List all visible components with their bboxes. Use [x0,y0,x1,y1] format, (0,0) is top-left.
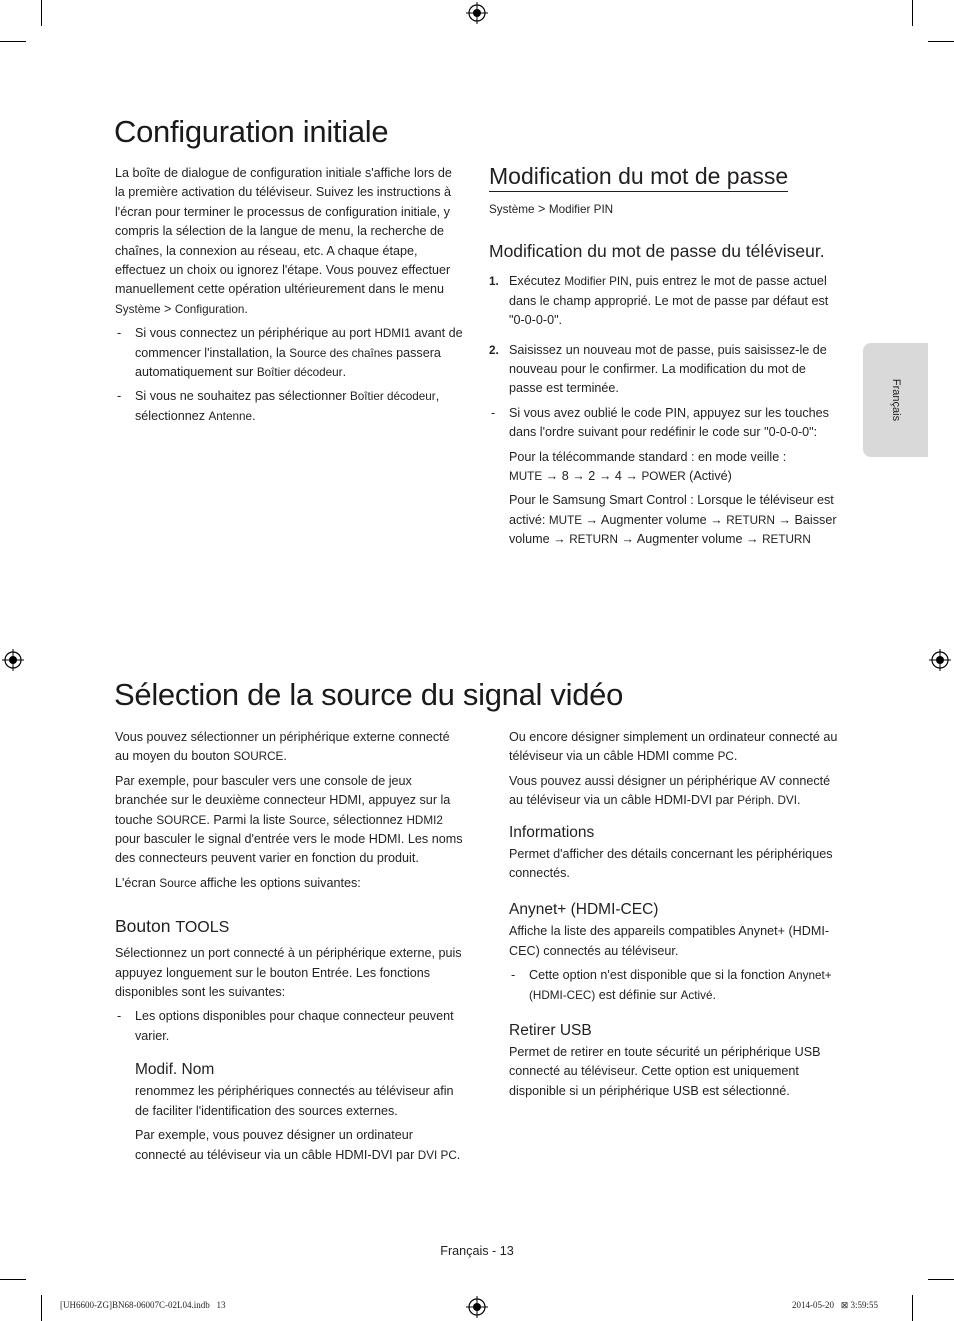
menu-path-systeme: Système [489,203,535,216]
note-text: sélectionnez [135,408,206,423]
print-slug-left: [UH6600-ZG]BN68-06007C-02L04.indb 13 [60,1300,226,1310]
page-title-configuration: Configuration initiale [114,114,389,149]
step-text: , puis entrez le mot de passe actuel dans le champ approprié. Le mot de passe par défaut est "0-0-0-0". [509,274,829,328]
language-side-tab [863,343,928,457]
mute-key: MUTE [509,470,543,484]
source-list-term: Source [288,813,326,827]
source-screen-term: Source [159,876,197,890]
note-anynet: - Cette option n'est disponible que si la fonction Anynet+ (HDMI-CEC) est définie sur Activé. [509,966,839,1005]
note-text: Cette option n'est disponible que si la fonction [529,968,785,983]
config-intro-text: La boîte de dialogue de configuration initiale s'affiche lors de la première activation du téléviseur. Suivez les instructions à l'écran pour terminer le processus de configuration initiale, y compris la sélection de la langue de menu, la recherche de chaînes, la connexion au réseau, etc. A chaque étape, effectuez un choix ou ignorez l'étape. Vous pouvez effectuer manuellement cette opération ultérieurement dans le menu [115,166,452,297]
step-number: 2. [489,343,499,357]
crop-mark [928,1279,954,1280]
tools-description: Sélectionnez un port connecté à un périphérique externe, puis appuyez longuement sur le bouton Entrée. Les fonctions disponibles sont les suivantes: [115,946,462,1000]
standard-remote-label: Pour la télécommande standard [509,449,688,464]
crop-mark [41,1295,42,1321]
source-key: SOURCE [233,750,284,764]
decoder-term: Boîtier décodeur [256,366,343,380]
subheading-tools-button [115,914,467,940]
registration-mark-icon [466,1296,488,1318]
modifier-pin-term: Modifier PIN [564,275,629,289]
crop-mark [928,41,954,42]
power-key: POWER [641,470,686,484]
antenna-term: Antenne [208,409,253,423]
note-text: Si vous connectez un périphérique au port [135,326,371,341]
return-key: RETURN [569,533,618,547]
note-hdmi1: - Si vous connectez un périphérique au port HDMI1 avant de commencer l'installation, la Source des chaînes passera automatiquement sur Boîtier décodeur. [115,324,463,382]
language-side-tab-label: Français [889,378,902,422]
step-text: Exécutez [509,274,561,289]
source-screen-note [115,874,467,893]
periph-dvi-term: Périph. DVI [737,794,797,808]
subheading-anynet: Anynet+ (HDMI-CEC) [509,901,659,919]
tools-key: TOOLS [175,919,230,937]
sequence-text: : Lorsque le téléviseur est activé: [509,493,834,527]
hdmi2-term: HDMI2 [406,813,443,827]
dvi-pc-term: DVI PC [417,1148,457,1162]
sequence-text: → 8 → 2 → 4 → [542,469,642,484]
sequence-text: → Baisser volume → [509,512,837,547]
heading-text: Bouton [115,916,171,937]
smart-control-label: Pour le Samsung Smart Control [509,493,687,508]
return-key: RETURN [726,513,775,527]
modif-nom-block [115,1061,467,1165]
note-tools-options: - Les options disponibles pour chaque connecteur peuvent varier. [115,1007,467,1046]
menu-path-configuration: Configuration [174,302,245,316]
paragraph-text: Vous pouvez aussi désigner un périphérique AV connecté au téléviseur via un câble HDMI-DVI par [509,773,831,808]
paragraph-text: Par exemple, pour basculer vers une console de jeux branchée sur le deuxième connecteur HDMI, appuyez sur la touche [115,773,451,827]
paragraph-text: . Parmi la liste [206,812,286,827]
subheading-tv-password: Modification du mot de passe du téléviseur. [489,241,825,262]
crop-mark [41,0,42,26]
pc-term: PC [717,750,734,764]
av-naming-text: Vous pouvez aussi désigner un périphérique AV connecté au téléviseur via un câble HDMI-DVI par Périph. DVI. [509,773,831,808]
page-title-source: Sélection de la source du signal vidéo [114,677,624,712]
sequence-text: : en mode veille : [687,449,787,464]
paragraph-text: , sélectionnez [325,812,403,827]
menu-path-modifier-pin: Modifier PIN [548,203,614,216]
source-right-column [509,728,839,1101]
step-text: Saisissez un nouveau mot de passe, puis saisissez-le de nouveau pour le confirmer. La modification du mot de passe est terminée. [509,342,827,396]
note-forgot-pin: - Si vous avez oublié le code PIN, appuyez sur les touches dans l'ordre suivant pour redéfinir le code sur "0-0-0-0": [489,404,839,443]
page-footer: Français - 13 [440,1244,514,1258]
mute-key: MUTE [548,513,583,527]
sequence-text: → Augmenter volume → [582,512,727,527]
paragraph-text: L'écran [115,875,156,890]
step-1 [489,272,839,330]
crop-mark [0,41,26,42]
hdmi1-term: HDMI1 [374,327,411,341]
note-decoder: - Si vous ne souhaitez pas sélectionner Boîtier décodeur, sélectionnez Antenne. [115,387,463,426]
registration-mark-icon [466,2,488,24]
paragraph-text: affiche les options suivantes: [199,875,361,890]
return-key: RETURN [762,533,811,547]
smart-control-sequence [489,491,839,549]
source-key: SOURCE [156,813,207,827]
note-text: Si vous ne souhaitez pas sélectionner [135,389,347,404]
anynet-term: Anynet+ (HDMI-CEC) [529,969,832,1002]
active-term: Activé [680,988,713,1002]
sequence-text: (Activé) [685,469,732,484]
crop-mark [912,1295,913,1321]
registration-mark-icon [2,649,24,671]
retirer-usb-text: Permet de retirer en toute sécurité un périphérique USB connecté au téléviseur. Cette option est uniquement disponible si un périphérique USB est sélectionné. [509,1045,821,1098]
source-channels-term: Source des chaînes [289,346,393,360]
paragraph-text: Vous pouvez sélectionner un périphérique externe connecté au moyen du bouton [115,730,450,764]
subheading-modif-nom: Modif. Nom [135,1061,215,1079]
source-example [115,772,467,869]
source-intro: Vous pouvez sélectionner un périphérique externe connecté au moyen du bouton SOURCE. [115,730,450,764]
anynet-text: Affiche la liste des appareils compatibles Anynet+ (HDMI-CEC) connectés au téléviseur. [509,924,830,958]
section-heading-password: Modification du mot de passe [489,163,788,192]
decoder-term: Boîtier décodeur [349,390,436,404]
menu-path-systeme: Système [115,302,161,316]
subheading-retirer-usb: Retirer USB [509,1022,592,1040]
paragraph-text: Ou encore désigner simplement un ordinateur connecté au téléviseur via un câble HDMI comme [509,730,838,764]
step-2 [489,341,839,399]
paragraph-text: pour basculer le signal d'entrée vers le mode HDMI. Les noms des connecteurs peuvent varier en fonction du produit. [115,832,463,866]
informations-text: Permet d'afficher des détails concernant les périphériques connectés. [509,846,833,881]
config-intro: La boîte de dialogue de configuration initiale s'affiche lors de la première activation du téléviseur. Suivez les instructions à l'écran pour terminer le processus de configuration initiale, y compris la sélection de la langue de menu, la recherche de chaînes, la connexion au réseau, etc. A chaque étape, effectuez un choix ou ignorez l'étape. Vous pouvez effectuer manuellement cette opération ultérieurement dans le menu Système > Configuration. [115,166,452,316]
note-text: est définie sur [598,987,678,1002]
password-section [489,163,839,550]
pc-naming-text: Ou encore désigner simplement un ordinateur connecté au téléviseur via un câble HDMI comme PC. [509,730,838,764]
step-number: 1. [489,275,499,289]
crop-mark [912,0,913,26]
modif-nom-text: renommez les périphériques connectés au téléviseur afin de faciliter l'identification des sources externes. [135,1084,454,1118]
registration-mark-icon [929,649,951,671]
note-text: avant de commencer l'installation, la [135,326,463,360]
paragraph-text: Par exemple, vous pouvez désigner un ordinateur connecté au téléviseur via un câble HDMI-DVI par [135,1128,415,1162]
path-separator: > [160,301,175,316]
crop-mark [0,1279,26,1280]
path-separator: > [534,202,549,216]
config-left-column [115,164,463,426]
subheading-informations: Informations [509,823,595,841]
standard-remote-sequence [489,448,839,487]
print-slug-right: 2014-05-20 ⊠ 3:59:55 [792,1300,879,1310]
sequence-text: → Augmenter volume → [617,532,763,547]
password-menu-path [489,200,839,219]
source-left-column [115,728,467,1165]
note-text: passera automatiquement sur [135,345,441,380]
modif-nom-example: Par exemple, vous pouvez désigner un ordinateur connecté au téléviseur via un câble HDMI-DVI par DVI PC. [135,1128,461,1162]
